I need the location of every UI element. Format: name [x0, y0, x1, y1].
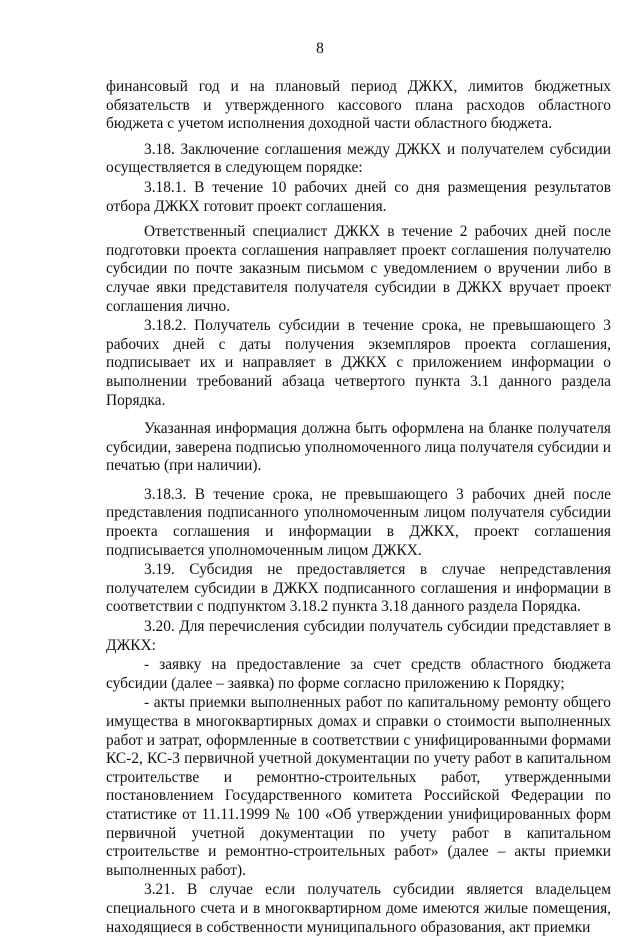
- paragraph-responsible-specialist: Ответственный специалист ДЖКХ в течение 2 рабочих дней после подготовки проекта соглашения направляет проект соглашения получателю субсидии по почте заказным письмом с уведомлением о вручении либо в случае явки представителя получателя субсидии в ДЖКХ вручает проект соглашения лично.: [106, 223, 611, 315]
- paragraph-3-18-2: 3.18.2. Получатель субсидии в течение срока, не превышающего 3 рабочих дней с даты получения экземпляров проекта соглашения, подписывает их и направляет в ДЖКХ с приложением информации о выполнении требований абзаца четвертого пункта 3.1 данного раздела Порядка.: [106, 317, 611, 409]
- document-body: [106, 78, 611, 937]
- paragraph-3-18: 3.18. Заключение соглашения между ДЖКХ и получателем субсидии осуществляется в следующем порядке:: [106, 140, 611, 177]
- list-item-application: - заявку на предоставление за счет средств областного бюджета субсидии (далее – заявка) по форме согласно приложению к Порядку;: [106, 656, 611, 692]
- list-item-acceptance-acts: - акты приемки выполненных работ по капитальному ремонту общего имущества в многоквартирных домах и справки о стоимости выполненных работ и затрат, оформленные в соответствии с унифицированными формами КС-2, КС-3 первичной учетной документации по учету работ в капитальном строительстве и ремонтно-строительных работ, утвержденными постановлением Государственного комитета Российской Федерации по статистике от 11.11.1999 № 100 «Об утверждении унифицированных форм первичной учетной документации по учету работ в капитальном строительстве и ремонтно-строительных работ» (далее – акты приемки выполненных работ).: [106, 694, 611, 879]
- page-number: 8: [316, 40, 324, 57]
- paragraph-3-18-3: 3.18.3. В течение срока, не превышающего 3 рабочих дней после представления подписанного уполномоченным лицом получателя субсидии проекта соглашения и информации в ДЖКХ, проект соглашения подписывается уполномоченным лицом ДЖКХ.: [106, 485, 611, 559]
- paragraph-budget-continuation: финансовый год и на плановый период ДЖКХ, лимитов бюджетных обязательств и утвержденного кассового плана расходов областного бюджета с учетом исполнения доходной части областного бюджета.: [106, 78, 611, 133]
- paragraph-3-21: 3.21. В случае если получатель субсидии является владельцем специального счета и в многоквартирном доме имеются жилые помещения, находящиеся в собственности муниципального образования, акт приемки: [106, 881, 611, 936]
- paragraph-3-18-1: 3.18.1. В течение 10 рабочих дней со дня размещения результатов отбора ДЖКХ готовит проект соглашения.: [106, 178, 611, 215]
- paragraph-3-20: 3.20. Для перечисления субсидии получатель субсидии представляет в ДЖКХ:: [106, 618, 611, 654]
- paragraph-3-19: 3.19. Субсидия не предоставляется в случае непредставления получателем субсидии в ДЖКХ подписанного соглашения и информации в соответствии с подпунктом 3.18.2 пункта 3.18 данного раздела Порядка.: [106, 561, 611, 616]
- paragraph-information-form: Указанная информация должна быть оформлена на бланке получателя субсидии, заверена подписью уполномоченного лица получателя субсидии и печатью (при наличии).: [106, 420, 611, 475]
